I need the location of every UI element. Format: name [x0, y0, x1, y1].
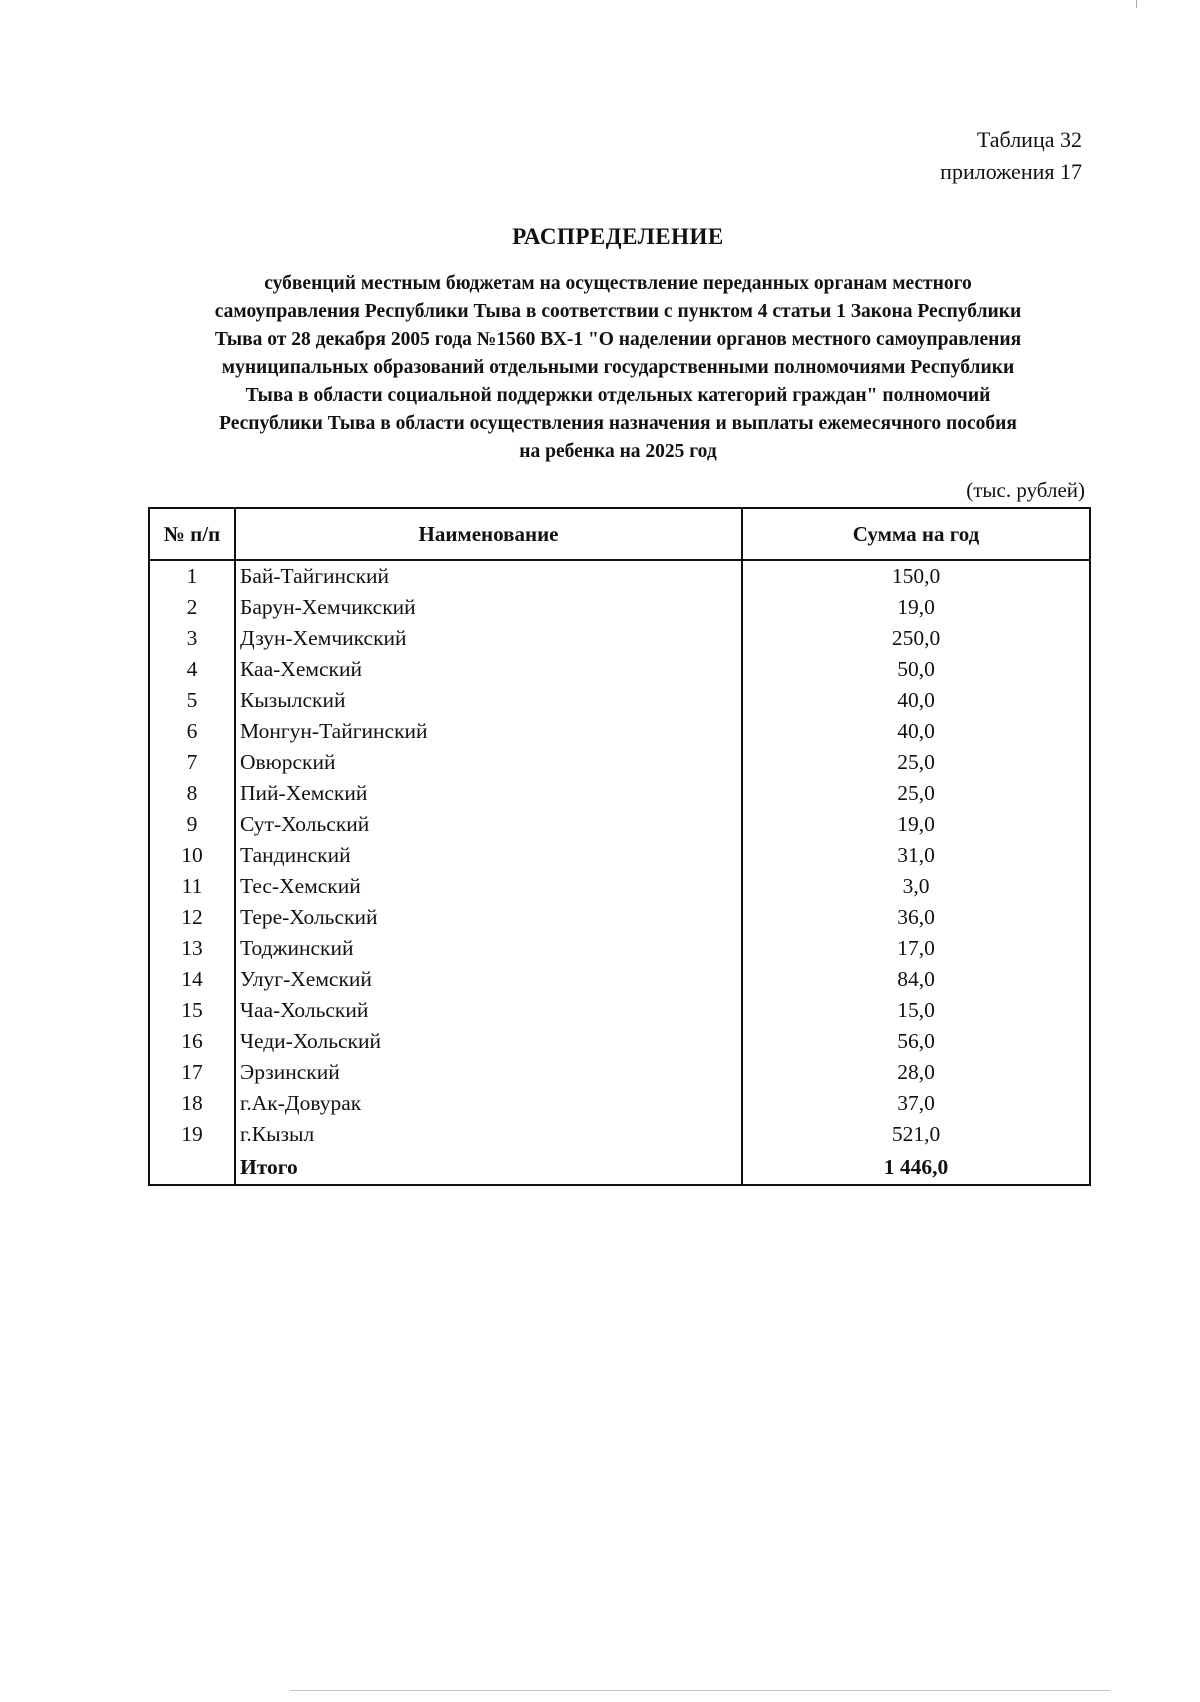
table-row — [149, 778, 1090, 809]
row-number: 15 — [149, 995, 235, 1026]
total-row — [149, 1150, 1090, 1185]
row-name: Эрзинский — [235, 1057, 742, 1088]
row-sum: 150,0 — [742, 560, 1090, 592]
row-name: Улуг-Хемский — [235, 964, 742, 995]
row-name: Кызылский — [235, 685, 742, 716]
subtitle-line: муниципальных образований отдельными государственными полномочиями Республики — [221, 357, 1015, 378]
row-number: 19 — [149, 1119, 235, 1150]
table-row — [149, 716, 1090, 747]
appendix-reference: приложения 17 — [940, 159, 1082, 184]
row-number: 11 — [149, 871, 235, 902]
total-label: Итого — [235, 1150, 742, 1185]
subtitle-line: на ребенка на 2025 год — [519, 441, 717, 462]
row-number: 5 — [149, 685, 235, 716]
table-reference-number: Таблица 32 — [976, 127, 1082, 152]
table-row — [149, 871, 1090, 902]
row-number: 4 — [149, 654, 235, 685]
row-number: 12 — [149, 902, 235, 933]
row-sum: 84,0 — [742, 964, 1090, 995]
column-header-num: № п/п — [149, 508, 235, 560]
table-row — [149, 1088, 1090, 1119]
row-name: Барун-Хемчикский — [235, 592, 742, 623]
row-sum: 31,0 — [742, 840, 1090, 871]
row-name: Тес-Хемский — [235, 871, 742, 902]
table-row — [149, 623, 1090, 654]
row-name: Тоджинский — [235, 933, 742, 964]
column-header-name: Наименование — [235, 508, 742, 560]
units-label: (тыс. рублей) — [966, 478, 1085, 502]
row-name: Тандинский — [235, 840, 742, 871]
row-name: г.Кызыл — [235, 1119, 742, 1150]
table-row — [149, 840, 1090, 871]
document-subtitle — [148, 270, 1088, 466]
row-number: 8 — [149, 778, 235, 809]
table-row — [149, 902, 1090, 933]
table-row — [149, 592, 1090, 623]
row-name: Овюрский — [235, 747, 742, 778]
row-number: 7 — [149, 747, 235, 778]
row-name: Монгун-Тайгинский — [235, 716, 742, 747]
row-sum: 19,0 — [742, 592, 1090, 623]
row-number: 14 — [149, 964, 235, 995]
row-number: 9 — [149, 809, 235, 840]
subtitle-line: Тыва в области социальной поддержки отдельных категорий граждан" полномочий — [245, 385, 991, 406]
table-row — [149, 964, 1090, 995]
row-name: Чеди-Хольский — [235, 1026, 742, 1057]
scan-artifact-line — [290, 1690, 1110, 1691]
row-number: 2 — [149, 592, 235, 623]
table-row — [149, 685, 1090, 716]
row-sum: 3,0 — [742, 871, 1090, 902]
row-sum: 15,0 — [742, 995, 1090, 1026]
row-number: 1 — [149, 560, 235, 592]
table-row — [149, 560, 1090, 592]
row-sum: 50,0 — [742, 654, 1090, 685]
table-row — [149, 747, 1090, 778]
row-sum: 25,0 — [742, 778, 1090, 809]
row-name: Пий-Хемский — [235, 778, 742, 809]
subtitle-line: Тыва от 28 декабря 2005 года №1560 ВХ-1 "О наделении органов местного самоуправления — [214, 329, 1022, 350]
row-number: 10 — [149, 840, 235, 871]
table-row — [149, 1119, 1090, 1150]
document-title: РАСПРЕДЕЛЕНИЕ — [512, 224, 724, 249]
row-number: 16 — [149, 1026, 235, 1057]
table-row — [149, 995, 1090, 1026]
row-sum: 250,0 — [742, 623, 1090, 654]
row-sum: 56,0 — [742, 1026, 1090, 1057]
row-number: 6 — [149, 716, 235, 747]
table-row — [149, 1057, 1090, 1088]
row-sum: 25,0 — [742, 747, 1090, 778]
subtitle-line: Республики Тыва в области осуществления назначения и выплаты ежемесячного пособия — [219, 413, 1017, 434]
row-name: Тере-Хольский — [235, 902, 742, 933]
row-name: Чаа-Хольский — [235, 995, 742, 1026]
table-row — [149, 933, 1090, 964]
row-name: Бай-Тайгинский — [235, 560, 742, 592]
column-header-sum: Сумма на год — [742, 508, 1090, 560]
distribution-table — [148, 507, 1091, 1186]
row-sum: 19,0 — [742, 809, 1090, 840]
row-number: 18 — [149, 1088, 235, 1119]
subtitle-line: субвенций местным бюджетам на осуществление переданных органам местного — [264, 273, 972, 294]
row-number: 17 — [149, 1057, 235, 1088]
row-sum: 28,0 — [742, 1057, 1090, 1088]
row-sum: 40,0 — [742, 716, 1090, 747]
table-row — [149, 654, 1090, 685]
total-sum: 1 446,0 — [742, 1150, 1090, 1185]
scan-artifact-tick — [1136, 0, 1137, 8]
row-sum: 36,0 — [742, 902, 1090, 933]
row-sum: 37,0 — [742, 1088, 1090, 1119]
table-header-row — [149, 508, 1090, 560]
total-row-number — [149, 1150, 235, 1185]
row-number: 13 — [149, 933, 235, 964]
row-name: Сут-Хольский — [235, 809, 742, 840]
row-sum: 17,0 — [742, 933, 1090, 964]
subtitle-line: самоуправления Республики Тыва в соответствии с пунктом 4 статьи 1 Закона Республики — [214, 301, 1022, 322]
row-name: Каа-Хемский — [235, 654, 742, 685]
row-name: Дзун-Хемчикский — [235, 623, 742, 654]
row-number: 3 — [149, 623, 235, 654]
table-row — [149, 1026, 1090, 1057]
table-row — [149, 809, 1090, 840]
row-sum: 40,0 — [742, 685, 1090, 716]
row-name: г.Ак-Довурак — [235, 1088, 742, 1119]
row-sum: 521,0 — [742, 1119, 1090, 1150]
